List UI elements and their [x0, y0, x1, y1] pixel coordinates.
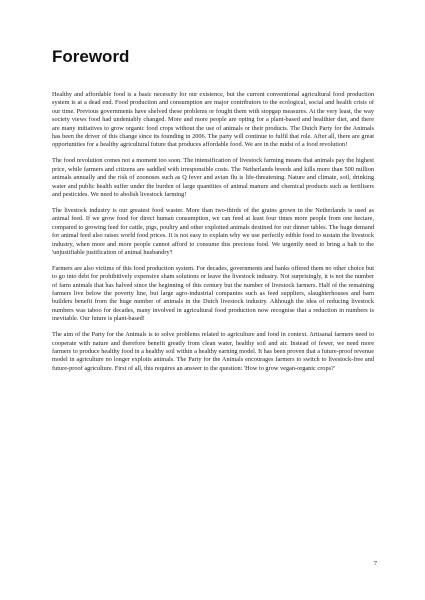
paragraph-5: The aim of the Party for the Animals is to solve problems related to agriculture and food in context. Artisanal farmers need to cooperate with nature and therefore benefit greatly from clean water, healthy soil and air. Instead of fewer, we need more farmers to produce healthy food in a healthy soil within a healthy earning model. It has been proven that a future-proof revenue model in agriculture no longer exploits animals. The Party for the Animals encourages farmers to switch to livestock-free and future-proof agriculture. First of all, this requires an answer to the question: 'How to grow vegan-organic crops?'	[52, 331, 374, 372]
paragraph-3: The livestock industry is our greatest food waster. More than two-thirds of the grains grown in the Netherlands is used as animal feed. If we grow food for direct human consumption, we can feed at least four times more people from one hectare, compared to growing feed for cattle, pigs, poultry and other exploited animals destined for our dinner tables. The huge demand for animal feed also raises world food prices. It is not easy to explain why we use perfectly edible food to sustain the livestock industry, when more and more people cannot afford to consume this precious food. We urgently need to bring a halt to the 'unjustifiable justification of animal husbandry'!	[52, 206, 374, 256]
page-number: 7	[373, 560, 377, 567]
paragraph-1: Healthy and affordable food is a basic necessity for our existence, but the current conventional agricultural food production system is at a dead end. Food production and consumption are major contributors to the ecological, social and health crisis of our time. Previous governments have shelved these problems or fought them with stopgap measures. At the very least, the way society views food had undeniably changed. More and more people are opting for a plant-based and healthier diet, and there are many initiatives to grow organic food crops without the use of animals or their products. The Dutch Party for the Animals has been the driver of this change since its founding in 2006. The party will continue to fulfil that role. After all, there are great opportunities for a healthy agricultural future that produces affordable food. We are in the midst of a food revolution!	[52, 91, 374, 149]
body-text	[52, 91, 374, 381]
paragraph-2: The food revolution comes not a moment too soon. The intensification of livestock farming means that animals pay the highest price, while farmers and citizens are saddled with irresponsible costs. The Netherlands breeds and kills more than 500 million animals annually and the risk of zoonoses such as Q fever and avian flu is life-threatening. Nature and climate, soil, drinking water and public health suffer under the burden of large quantities of animal manure and chemical products such as fertilisers and pesticides. We need to abolish livestock farming!	[52, 157, 374, 198]
page-title: Foreword	[52, 47, 130, 66]
paragraph-4: Farmers are also victims of this food production system. For decades, governments and banks offered them no other choice but to go into debt for prohibitively expensive sham solutions or leave the livestock industry. Not surprisingly, it is not the number of farm animals that has halved since the beginning of this century but the number of livestock farmers. Half of the remaining farmers live below the poverty line, but large agro-industrial companies such as feed suppliers, slaughterhouses and barn builders benefit from the huge number of animals in the Dutch livestock industry. Although the idea of reducing livestock numbers was taboo for decades, many involved in agricultural food production now recognise that a reduction in numbers is inevitable. Our future is plant-based!	[52, 264, 374, 323]
